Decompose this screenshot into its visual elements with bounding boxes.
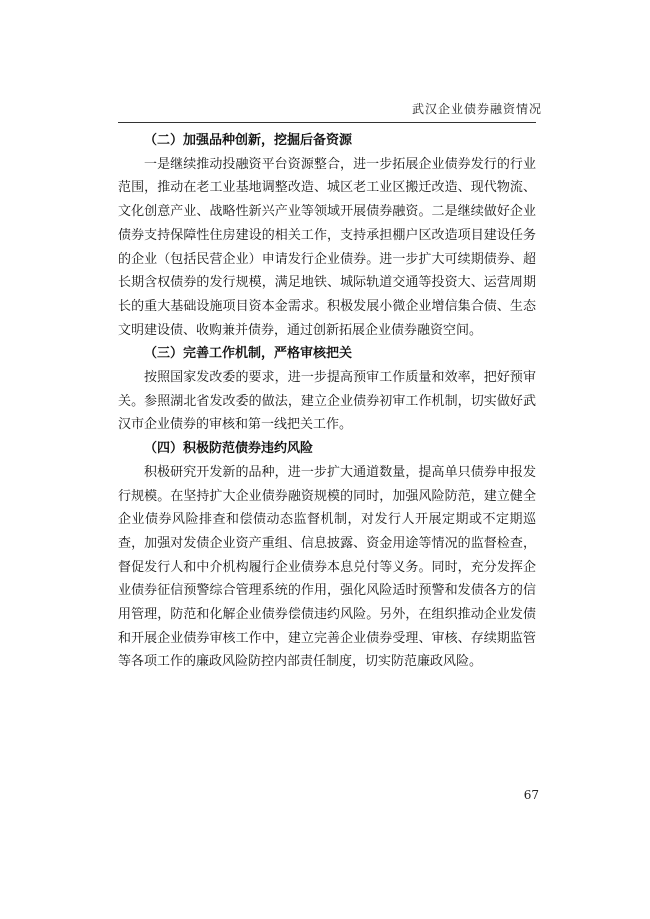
page-number: 67 — [523, 788, 539, 802]
section-2 — [118, 129, 536, 342]
paragraph: 一是继续推动投融资平台资源整合，进一步拓展企业债券发行的行业范围，推动在老工业基地调整改造、城区老工业区搬迁改造、现代物流、文化创意产业、战略性新兴产业等领域开展债券融资。二是继续做好企业债券支持保障性住房建设的相关工作，支持承担棚户区改造项目建设任务的企业（包括民营企业）申请发行企业债券。进一步扩大可续期债券、超长期含权债券的发行规模，满足地铁、城际轨道交通等投资大、运营周期长的重大基础设施项目资本金需求。积极发展小微企业增信集合债、生态文明建设债、收购兼并债券，通过创新拓展企业债券融资空间。 — [118, 156, 536, 338]
section-heading: （三）完善工作机制，严格审核把关 — [144, 346, 353, 362]
section-heading: （四）积极防范债券违约风险 — [144, 441, 314, 457]
section-heading: （二）加强品种创新，挖掘后备资源 — [144, 133, 353, 148]
paragraph: 积极研究开发新的品种，进一步扩大通道数量，提高单只债券申报发行规模。在坚持扩大企业债券融资规模的同时，加强风险防范，建立健全企业债券风险排查和偿债动态监督机制，对发行人开展定期或不定期巡查，加强对发债企业资产重组、信息披露、资金用途等情况的监督检查，督促发行人和中介机构履行企业债券本息兑付等义务。同时，充分发挥企业债券征信预警综合管理系统的作用，强化风险适时预警和发债各方的信用管理，防范和化解企业债券偿债违约风险。另外，在组织推动企业发债和开展企业债券审核工作中，建立完善企业债券受理、审核、存续期监管等各项工作的廉政风险防控内部责任制度，切实防范廉政风险。 — [118, 464, 536, 670]
running-head: 武汉企业债券融资情况 — [411, 102, 542, 116]
body-text — [118, 129, 536, 674]
section-4 — [118, 437, 536, 674]
paragraph: 按照国家发改委的要求，进一步提高预审工作质量和效率，把好预审关。参照湖北省发改委的做法，建立企业债券初审工作机制，切实做好武汉市企业债券的审核和第一线把关工作。 — [118, 370, 536, 433]
section-3 — [118, 342, 536, 437]
header-rule — [118, 122, 536, 123]
